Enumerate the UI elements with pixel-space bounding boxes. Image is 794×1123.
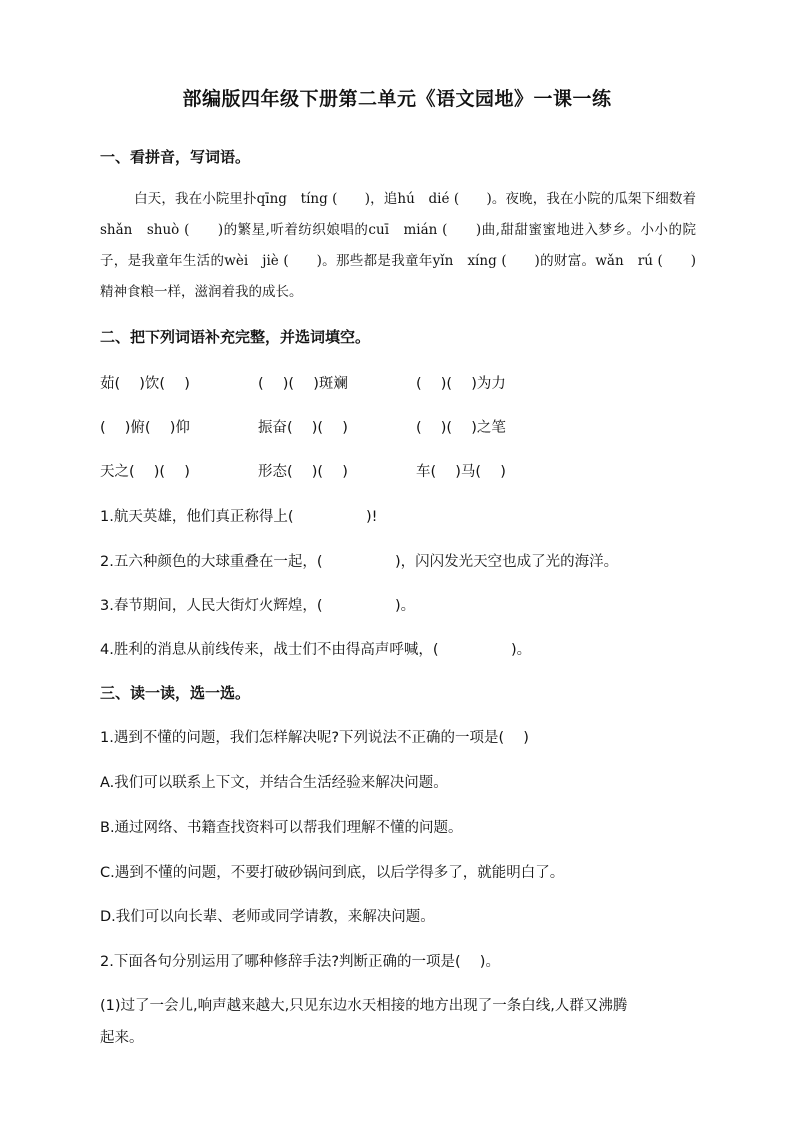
idiom-cell: ( )( )之笔 [416, 420, 506, 436]
fill-question: 4.胜利的消息从前线传来，战士们不由得高声呼喊，( )。 [100, 642, 532, 658]
section2-heading: 二、把下列词语补充完整，并选词填空。 [100, 328, 371, 346]
section1-paragraph [100, 184, 696, 308]
section1-paragraph-text: 白天，我在小院里扑qīng tíng ( )，追hú dié ( )。夜晚，我在小院的瓜架下细数着shǎn shuò ( )的繁星,听着纺织娘唱的cuī mián ( )曲,甜甜蜜蜜地进入梦乡。小小的院子，是我童年生活的wèi jiè ( )。那些都是我童年yǐn xíng ( )的财富。wǎn rú ( )精神食粮一样，滋润着我的成长。 [100, 191, 696, 300]
section3-heading: 三、读一读，选一选。 [100, 684, 251, 702]
fill-question: 2.五六种颜色的大球重叠在一起，( )，闪闪发光天空也成了光的海洋。 [100, 554, 619, 570]
fill-question: 3.春节期间，人民大街灯火辉煌，( )。 [100, 598, 416, 614]
idiom-cell: 车( )马( ) [416, 464, 506, 480]
option-d: D.我们可以向长辈、老师或同学请教，来解决问题。 [100, 909, 435, 925]
idiom-cell: 茹( )饮( ) [100, 376, 190, 392]
section1-heading: 一、看拼音，写词语。 [100, 148, 251, 166]
choice-question-1: 1.遇到不懂的问题，我们怎样解决呢?下列说法不正确的一项是( ) [100, 730, 529, 746]
option-c: C.遇到不懂的问题，不要打破砂锅问到底，以后学得多了，就能明白了。 [100, 865, 565, 881]
idiom-cell: 天之( )( ) [100, 464, 190, 480]
choice-question-2: 2.下面各句分别运用了哪种修辞手法?判断正确的一项是( )。 [100, 954, 500, 970]
option-b: B.通过网络、书籍查找资料可以帮我们理解不懂的问题。 [100, 820, 463, 836]
question2-sentence1-cont: 起来。 [100, 1030, 144, 1046]
page-title: 部编版四年级下册第二单元《语文园地》一课一练 [182, 88, 612, 110]
idiom-cell: ( )俯( )仰 [100, 420, 190, 436]
option-a: A.我们可以联系上下文，并结合生活经验来解决问题。 [100, 775, 448, 791]
idiom-cell: 振奋( )( ) [258, 420, 348, 436]
question2-sentence1: (1)过了一会儿,响声越来越大,只见东边水天相接的地方出现了一条白线,人群又沸腾 [100, 998, 628, 1014]
idiom-cell: ( )( )为力 [416, 376, 506, 392]
fill-question: 1.航天英雄，他们真正称得上( )! [100, 509, 378, 525]
idiom-cell: 形态( )( ) [258, 464, 348, 480]
idiom-cell: ( )( )斑斓 [258, 376, 348, 392]
